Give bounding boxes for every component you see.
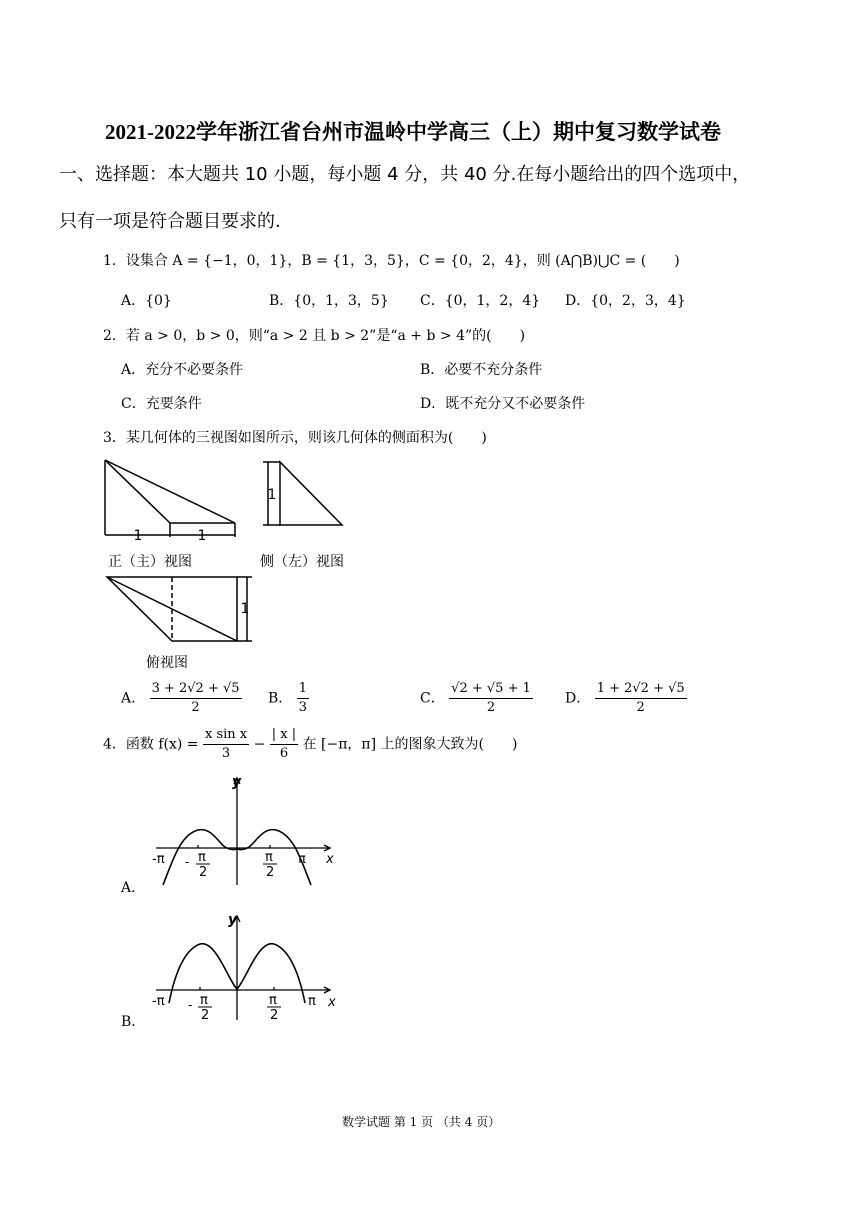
neg-half-pi-den: 2 [199,865,208,880]
q2-option-a: A．充分不必要条件 [121,362,244,378]
neg-half-pi-num: π [200,993,208,1008]
q3-option-c-denominator: 2 [486,700,496,715]
q4-graph-a [148,770,348,890]
q1-option-d: D．{0，2，3，4} [565,293,686,309]
q1-option-a: A．{0} [121,293,172,309]
page-footer: 数学试题 第 1 页 （共 4 页） [342,1115,501,1129]
front-dim-label-2: 1 [197,528,207,544]
three-view-figure [100,455,360,670]
q3-option-c-numerator: √2 + √5 + 1 [449,680,533,699]
q2-option-d: D．既不充分又不必要条件 [420,396,586,412]
q3-option-a [121,680,242,717]
front-view [105,460,235,537]
q3-option-d [565,680,687,717]
q3-option-c [420,680,533,717]
page-title: 2021-2022学年浙江省台州市温岭中学高三（上）期中复习数学试卷 [105,120,721,144]
y-label: y [232,774,242,790]
neg-pi-label: -π [152,994,165,1009]
q4-frac2-denominator: 6 [279,746,289,761]
neg-half-pi-den: 2 [201,1008,210,1023]
q3-option-b-numerator: 1 [297,680,309,699]
top-view [107,577,252,641]
neg-pi-label: -π [152,852,165,867]
x-label: x [328,995,336,1010]
half-pi-den: 2 [266,865,275,880]
q4-frac1-numerator: x sin x [203,726,249,745]
side-dim-label: 1 [267,487,277,503]
q3-option-c-letter: C． [420,690,445,707]
q3-option-a-denominator: 2 [191,700,200,715]
question-1-stem: 1．设集合 A = {−1，0，1}，B = {1，3，5}，C = {0，2，4}，则 (A⋂B)⋃C = ( ) [103,253,680,269]
neg-half-pi-num: π [198,850,206,865]
neg-half-pi-minus: - [188,998,193,1012]
y-label: y [228,912,238,928]
half-pi-num: π [265,850,273,865]
q4-prefix: 4．函数 f(x) = [103,736,199,753]
q4-minus: − [253,736,266,753]
x-label: x [326,852,334,867]
q4-option-b-label: B． [121,1014,146,1030]
q2-option-b: B．必要不充分条件 [420,362,543,378]
pi-label: π [308,994,316,1009]
top-view-label: 俯视图 [146,655,188,670]
front-view-label: 正（主）视图 [108,554,192,570]
top-dim-label: 1 [240,601,250,617]
q3-option-d-letter: D． [565,690,591,707]
q4-graph-b [148,908,348,1028]
question-3-stem: 3．某几何体的三视图如图所示，则该几何体的侧面积为( ) [103,430,487,446]
q3-option-d-numerator: 1 + 2√2 + √5 [595,680,687,699]
q1-option-c: C．{0，1，2，4} [420,293,541,309]
question-2-stem: 2．若 a > 0，b > 0，则“a > 2 且 b > 2”是“a + b > 4”的( ) [103,328,526,344]
q4-suffix: 在 [−π，π] 上的图象大致为( ) [302,736,518,753]
q4-frac2-numerator: | x | [270,726,298,745]
q3-option-a-numerator: 3 + 2√2 + √5 [150,680,242,699]
neg-half-pi-minus: - [185,855,190,869]
q3-option-b-letter: B． [268,690,293,707]
side-view-label: 侧（左）视图 [260,554,344,570]
front-dim-label: 1 [133,528,143,544]
half-pi-num: π [269,993,277,1008]
q1-option-b: B．{0，1，3，5} [269,293,389,309]
q3-option-d-denominator: 2 [636,700,645,715]
q3-option-a-letter: A． [121,690,146,707]
q3-option-b-denominator: 3 [298,700,308,715]
q2-option-c: C．充要条件 [121,396,202,412]
section-instruction-line1: 一、选择题：本大题共 10 小题，每小题 4 分，共 40 分.在每小题给出的四个选项中， [59,164,751,185]
q4-frac1-denominator: 3 [221,746,231,761]
section-instruction-line2: 只有一项是符合题目要求的. [59,211,281,232]
q4-option-a-label: A． [121,880,146,896]
q3-option-b [268,680,309,717]
half-pi-den: 2 [270,1008,279,1023]
question-4-stem [103,726,517,763]
pi-label: π [298,852,306,867]
